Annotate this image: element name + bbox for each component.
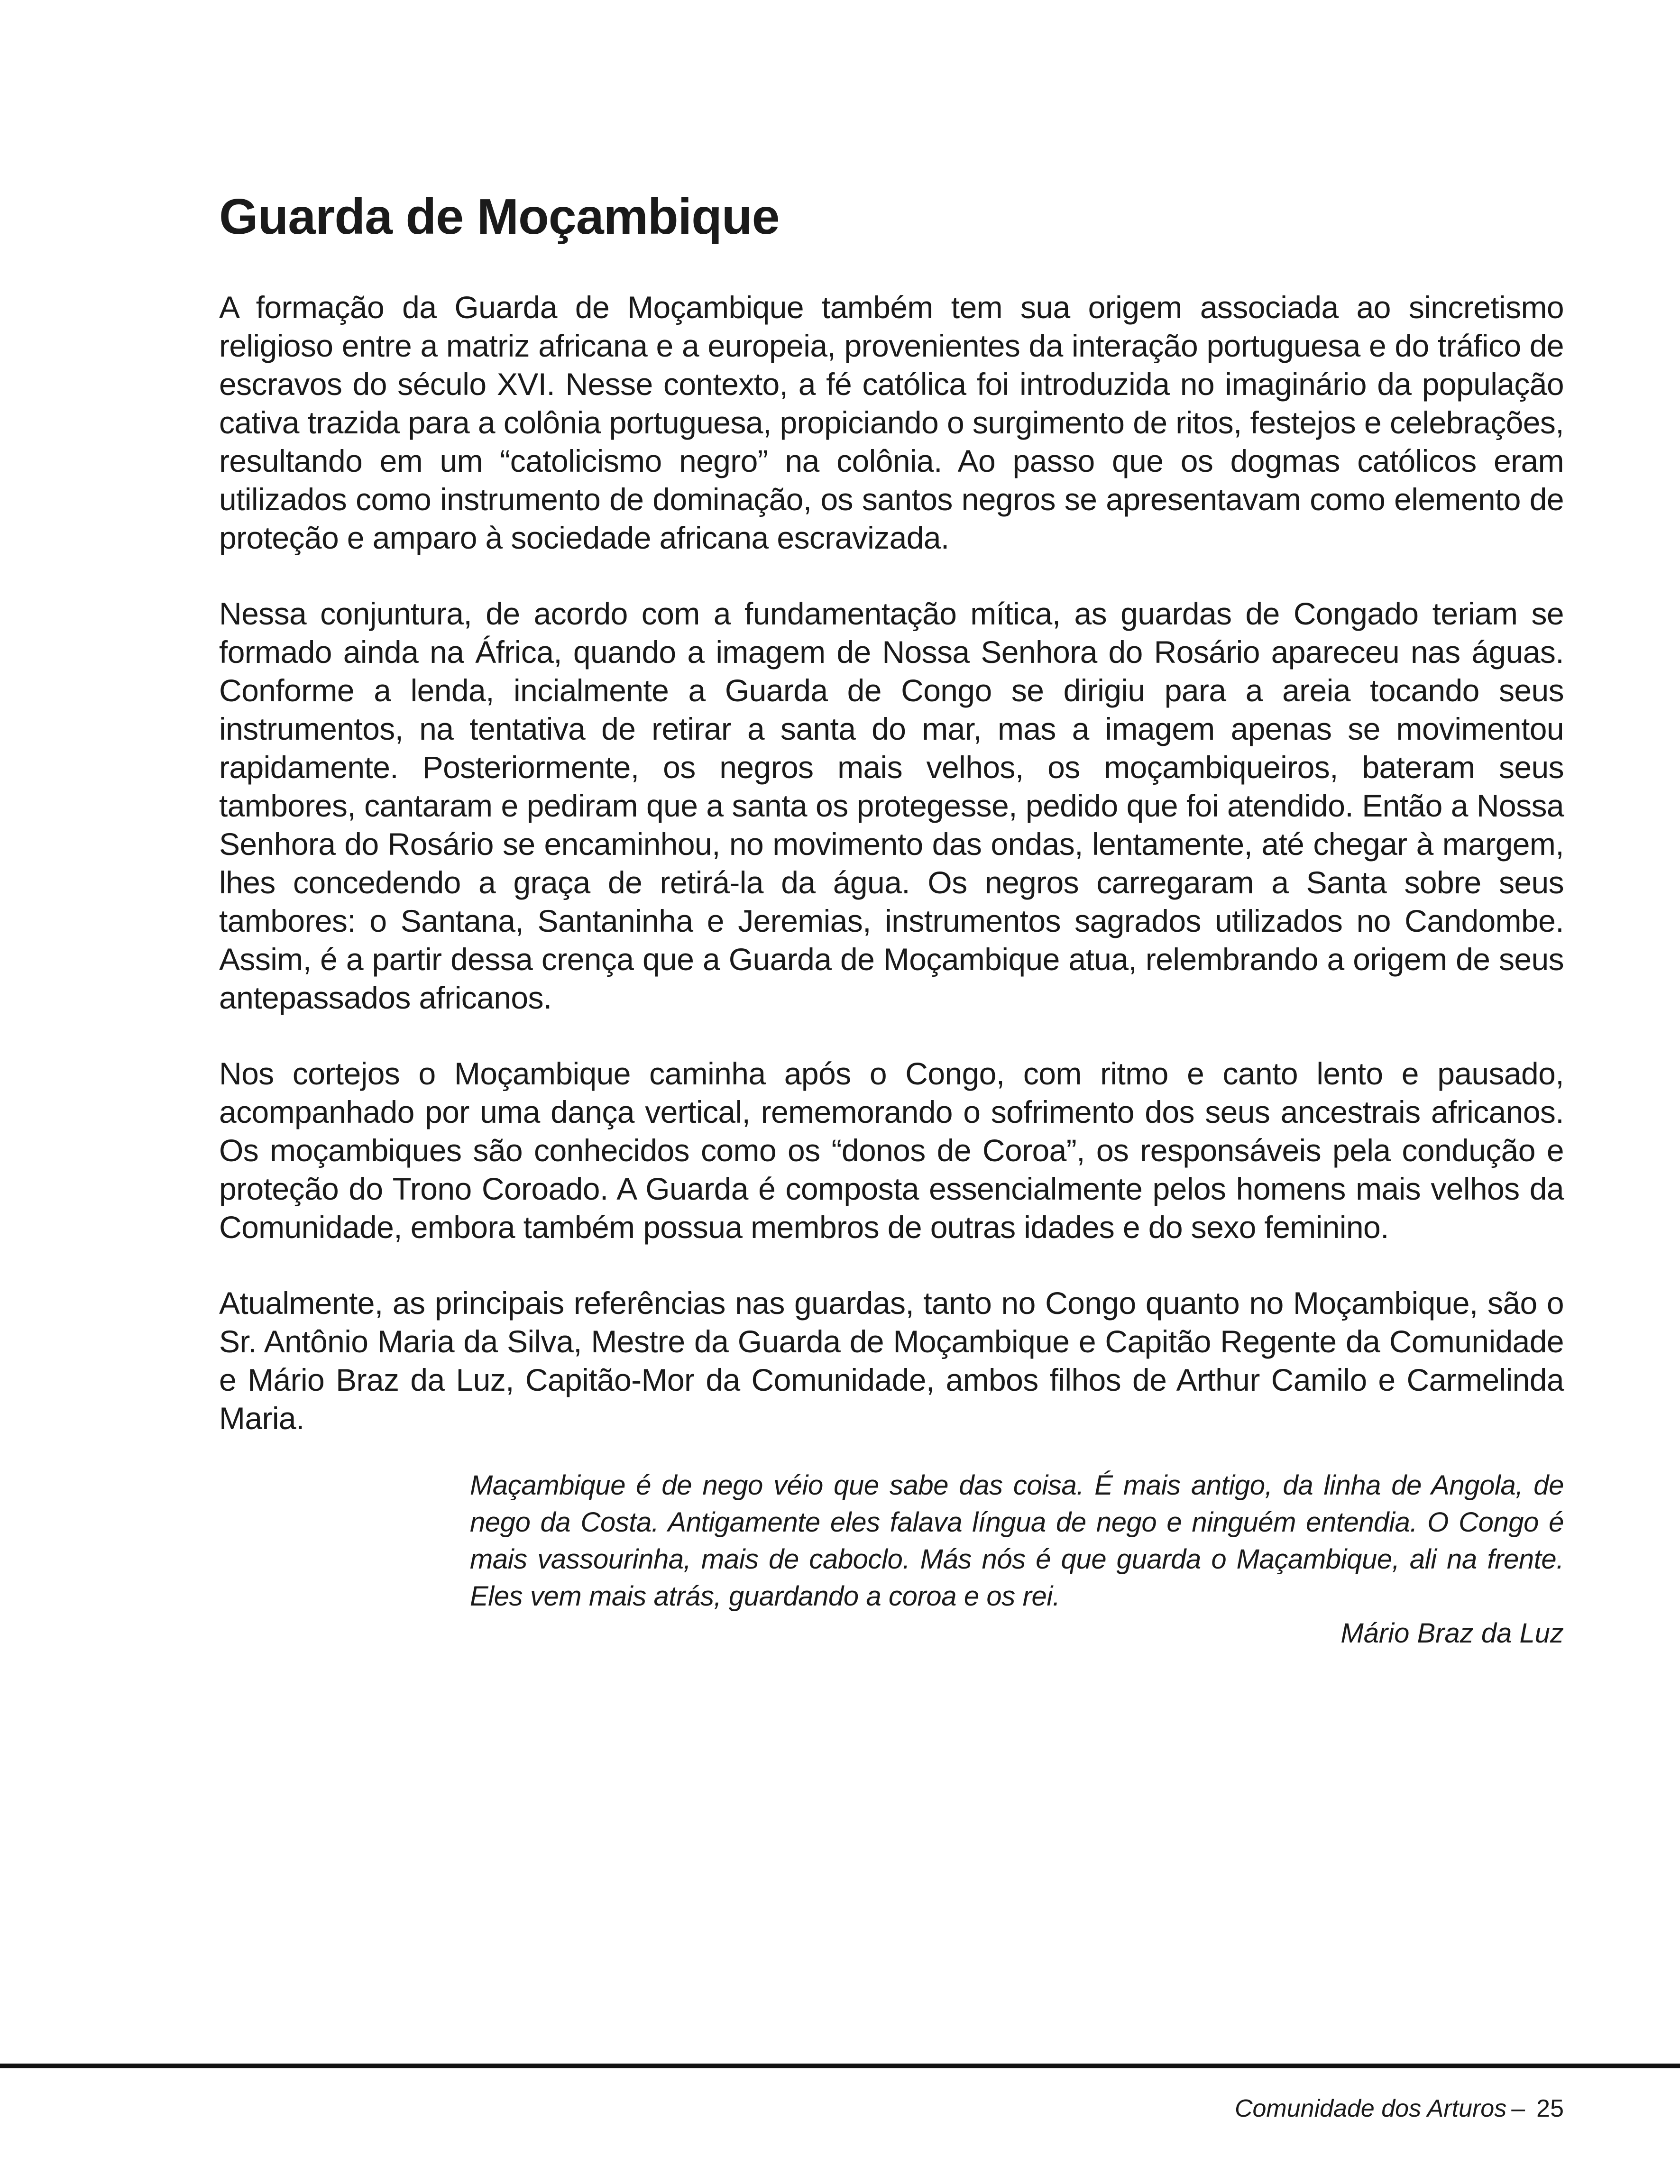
block-quote: Maçambique é de nego véio que sabe das coisa. É mais antigo, da linha de Angola, de nego da Costa. Antigamente eles falava língua de nego e ninguém entendia. O Congo é mais vassourinha, mais de caboclo. Más nós é que guarda o Maçambique, ali na frente. Eles vem mais atrás, guardando a coroa e os rei. — [470, 1470, 1564, 1612]
page-number: 25 — [1536, 2095, 1564, 2122]
paragraph-legend: Nessa conjuntura, de acordo com a fundamentação mítica, as guardas de Congado teriam se formado ainda na África, quando a imagem de Nossa Senhora do Rosário apareceu nas águas. Conforme a lenda, incialmente a Guarda de Congo se dirigiu para a areia tocando seus instrumentos, na tentativa de retirar a santa do mar, mas a imagem apenas se movimentou rapidamente. Posteriormente, os negros mais velhos, os moçambiqueiros, bateram seus tambores, cantaram e pediram que a santa os protegesse, pedido que foi atendido. Então a Nossa Senhora do Rosário se encaminhou, no movimento das ondas, lentamente, até chegar à margem, lhes concedendo a graça de retirá-la da água. Os negros carregaram a Santa sobre seus tambores: o Santana, Santaninha e Jeremias, instrumentos sagrados utilizados no Candombe. Assim, é a partir dessa crença que a Guarda de Moçambique atua, relembrando a origem de seus antepassados africanos. — [219, 596, 1564, 1015]
section-heading: Guarda de Moçambique — [219, 189, 780, 245]
paragraph-cortejos: Nos cortejos o Moçambique caminha após o Congo, com ritmo e canto lento e pausado, acompanhado por uma dança vertical, rememorando o sofrimento dos seus ancestrais africanos. Os moçambiques são conhecidos como os “donos de Coroa”, os responsáveis pela condução e proteção do Trono Coroado. A Guarda é composta essencialmente pelos homens mais velhos da Comunidade, embora também possua membros de outras idades e do sexo feminino. — [219, 1056, 1564, 1245]
paragraph-origin: A formação da Guarda de Moçambique também tem sua origem associada ao sincretismo religioso entre a matriz africana e a europeia, provenientes da interação portuguesa e do tráfico de escravos do século XVI. Nesse contexto, a fé católica foi introduzida no imaginário da população cativa trazida para a colônia portuguesa, propiciando o surgimento de ritos, festejos e celebrações, resultando em um “catolicismo negro” na colônia. Ao passo que os dogmas católicos eram utilizados como instrumento de dominação, os santos negros se apresentavam como elemento de proteção e amparo à sociedade africana escravizada. — [219, 290, 1564, 555]
footer-publication: Comunidade dos Arturos — [1234, 2095, 1507, 2122]
quote-attribution: Mário Braz da Luz — [1340, 1618, 1564, 1649]
footer-divider — [0, 2064, 1680, 2068]
main-content — [219, 186, 1564, 1652]
footer-separator: – — [1511, 2095, 1525, 2122]
page-footer — [1235, 2093, 1564, 2124]
paragraph-referencias: Atualmente, as principais referências nas guardas, tanto no Congo quanto no Moçambique, são o Sr. Antônio Maria da Silva, Mestre da Guarda de Moçambique e Capitão Regente da Comunidade e Mário Braz da Luz, Capitão-Mor da Comunidade, ambos filhos de Arthur Camilo e Carmelinda Maria. — [219, 1285, 1564, 1436]
